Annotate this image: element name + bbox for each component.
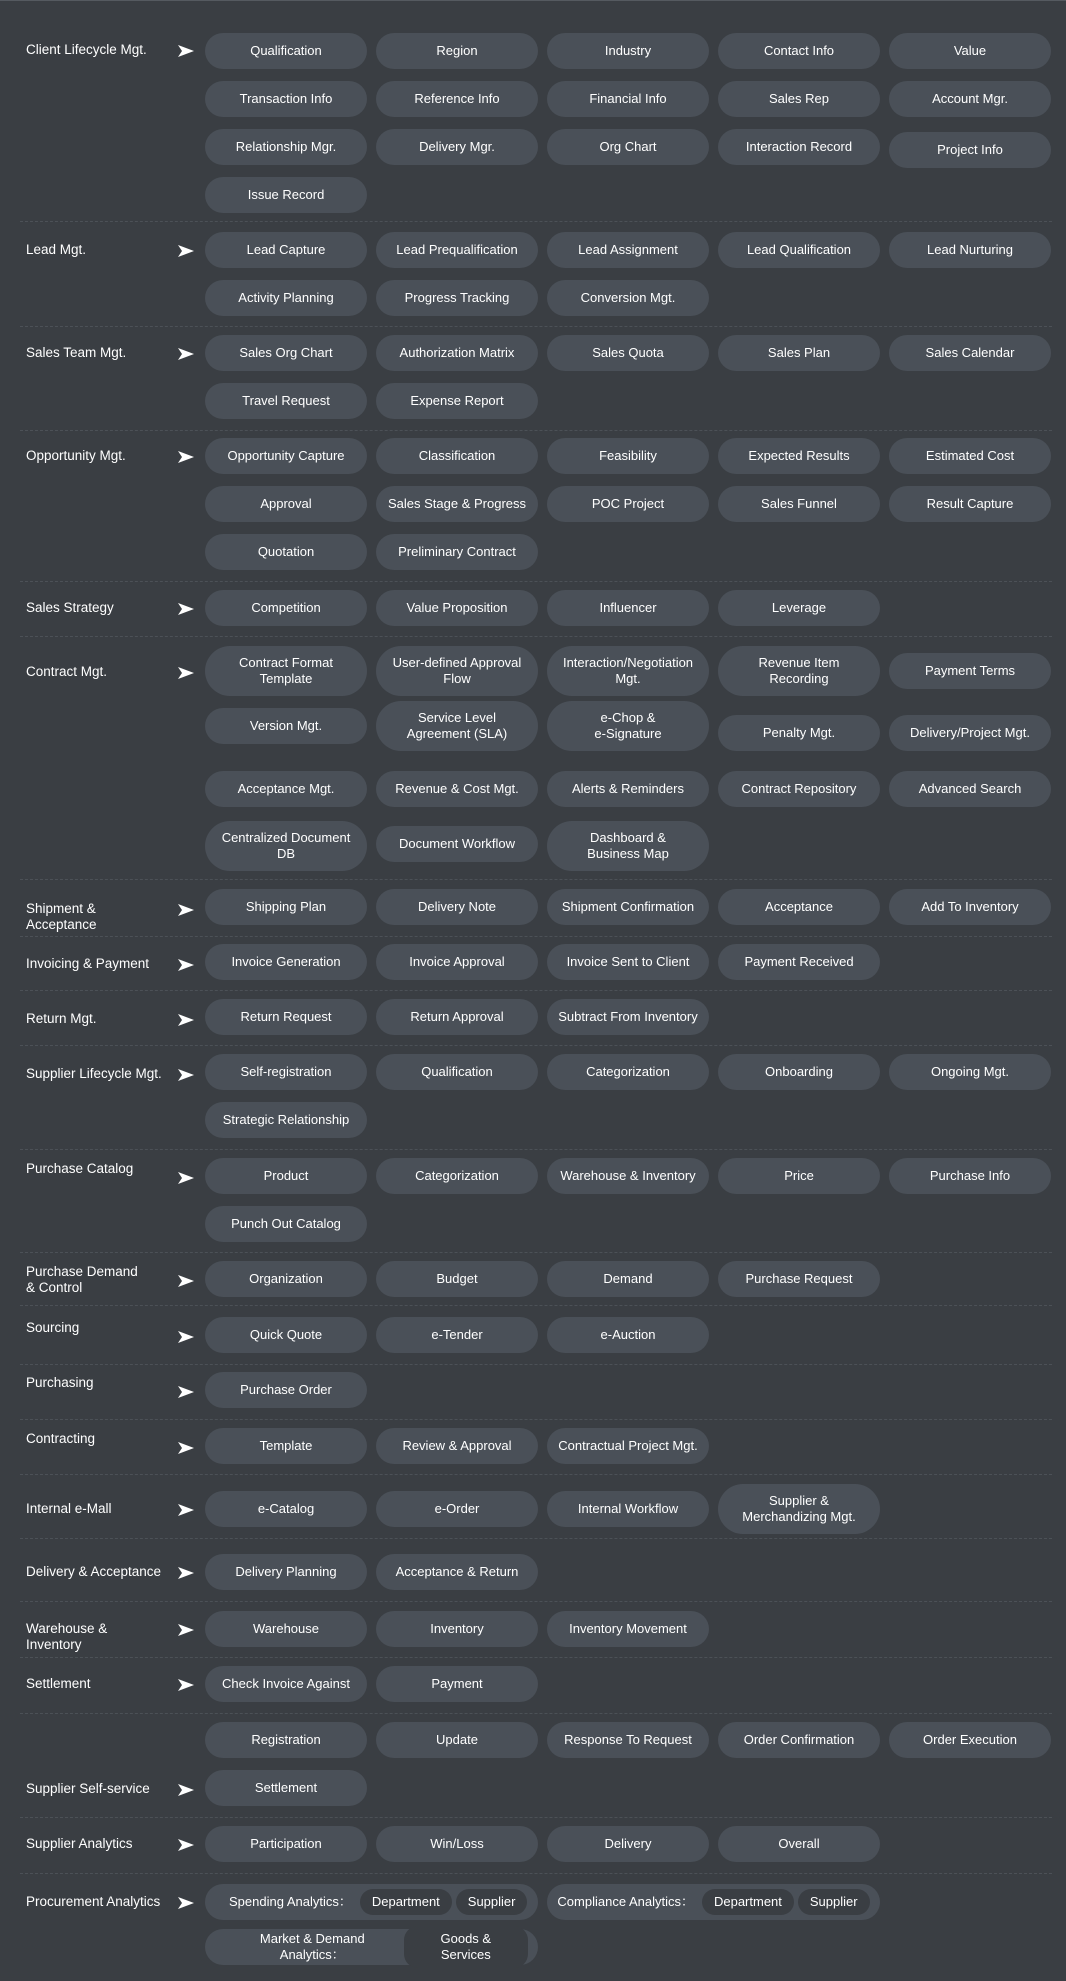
module-button-invoice-sent-to-client[interactable]: Invoice Sent to Client	[547, 944, 709, 980]
section-label-sales-strategy: Sales Strategy	[26, 600, 114, 615]
section-label-purchase-demand-control: Purchase Demand & Control	[26, 1264, 138, 1295]
section-label-contracting: Contracting	[26, 1431, 96, 1446]
module-button-participation[interactable]: Participation	[205, 1826, 367, 1862]
module-button-sales-funnel[interactable]: Sales Funnel	[718, 486, 880, 522]
module-button-lead-assignment[interactable]: Lead Assignment	[547, 232, 709, 268]
section-label-internal-e-mall: Internal e-Mall	[26, 1501, 112, 1516]
section-divider	[20, 1873, 1052, 1874]
module-button-purchase-info[interactable]: Purchase Info	[889, 1158, 1051, 1194]
module-button-user-defined-approval-flow[interactable]: User-defined Approval Flow	[376, 646, 538, 696]
module-button-lead-prequalification[interactable]: Lead Prequalification	[376, 232, 538, 268]
section-label-shipment-acceptance: Shipment & Acceptance	[26, 901, 97, 932]
module-button-preliminary-contract[interactable]: Preliminary Contract	[376, 534, 538, 570]
section-label-client-lifecycle-mgt: Client Lifecycle Mgt.	[26, 42, 147, 57]
module-button-contract-format-template[interactable]: Contract Format Template	[205, 646, 367, 696]
module-button-interaction-negotiation-mgt[interactable]: Interaction/Negotiation Mgt.	[547, 646, 709, 696]
section-label-settlement: Settlement	[26, 1676, 91, 1691]
section-label-sourcing: Sourcing	[26, 1320, 80, 1335]
arrow-right-icon	[178, 347, 194, 359]
module-button-e-catalog[interactable]: e-Catalog	[205, 1491, 367, 1527]
analytics-sub-button-goods-services[interactable]: Goods & Services	[404, 1926, 528, 1968]
module-button-lead-nurturing[interactable]: Lead Nurturing	[889, 232, 1051, 268]
section-label-supplier-analytics: Supplier Analytics	[26, 1836, 133, 1851]
arrow-right-icon	[178, 1503, 194, 1515]
section-divider	[20, 1305, 1052, 1306]
module-button-invoice-generation[interactable]: Invoice Generation	[205, 944, 367, 980]
section-label-contract-mgt: Contract Mgt.	[26, 664, 108, 679]
module-button-delivery-project-mgt[interactable]: Delivery/Project Mgt.	[889, 715, 1051, 751]
module-button-inventory[interactable]: Inventory	[376, 1611, 538, 1647]
module-button-expected-results[interactable]: Expected Results	[718, 438, 880, 474]
module-button-punch-out-catalog[interactable]: Punch Out Catalog	[205, 1206, 367, 1242]
module-button-response-to-request[interactable]: Response To Request	[547, 1722, 709, 1758]
analytics-group-label: Market & Demand Analytics：	[259, 1931, 365, 1962]
arrow-right-icon	[178, 1171, 194, 1183]
section-divider	[20, 1419, 1052, 1420]
module-button-progress-tracking[interactable]: Progress Tracking	[376, 280, 538, 316]
module-button-advanced-search[interactable]: Advanced Search	[889, 771, 1051, 807]
module-button-onboarding[interactable]: Onboarding	[718, 1054, 880, 1090]
module-button-revenue-item-recording[interactable]: Revenue Item Recording	[718, 646, 880, 696]
module-button-acceptance-return[interactable]: Acceptance & Return	[376, 1554, 538, 1590]
section-divider	[20, 430, 1052, 431]
arrow-right-icon	[178, 1623, 194, 1635]
arrow-right-icon	[178, 1274, 194, 1286]
module-button-delivery-note[interactable]: Delivery Note	[376, 889, 538, 925]
module-button-supplier-merchandizing-mgt[interactable]: Supplier & Merchandizing Mgt.	[718, 1484, 880, 1534]
module-button-organization[interactable]: Organization	[205, 1261, 367, 1297]
section-divider	[20, 636, 1052, 637]
module-button-contact-info[interactable]: Contact Info	[718, 33, 880, 69]
module-button-categorization[interactable]: Categorization	[547, 1054, 709, 1090]
arrow-right-icon	[178, 1838, 194, 1850]
arrow-right-icon	[178, 903, 194, 915]
module-button-qualification[interactable]: Qualification	[205, 33, 367, 69]
module-button-delivery[interactable]: Delivery	[547, 1826, 709, 1862]
module-button-industry[interactable]: Industry	[547, 33, 709, 69]
module-button-review-approval[interactable]: Review & Approval	[376, 1428, 538, 1464]
section-label-supplier-lifecycle-mgt: Supplier Lifecycle Mgt.	[26, 1066, 162, 1081]
module-button-e-order[interactable]: e-Order	[376, 1491, 538, 1527]
section-divider	[20, 990, 1052, 991]
module-button-sales-stage-progress[interactable]: Sales Stage & Progress	[376, 486, 538, 522]
module-button-overall[interactable]: Overall	[718, 1826, 880, 1862]
arrow-right-icon	[178, 450, 194, 462]
section-divider	[20, 879, 1052, 880]
module-button-version-mgt[interactable]: Version Mgt.	[205, 708, 367, 744]
section-divider	[20, 1252, 1052, 1253]
module-button-lead-capture[interactable]: Lead Capture	[205, 232, 367, 268]
module-button-purchase-request[interactable]: Purchase Request	[718, 1261, 880, 1297]
module-button-sales-org-chart[interactable]: Sales Org Chart	[205, 335, 367, 371]
module-button-payment-received[interactable]: Payment Received	[718, 944, 880, 980]
module-button-shipping-plan[interactable]: Shipping Plan	[205, 889, 367, 925]
section-divider	[20, 1149, 1052, 1150]
module-button-reference-info[interactable]: Reference Info	[376, 81, 538, 117]
section-label-sales-team-mgt: Sales Team Mgt.	[26, 345, 127, 360]
arrow-right-icon	[178, 1441, 194, 1453]
module-button-order-execution[interactable]: Order Execution	[889, 1722, 1051, 1758]
module-button-payment-terms[interactable]: Payment Terms	[889, 653, 1051, 689]
module-button-document-workflow[interactable]: Document Workflow	[376, 826, 538, 862]
module-button-acceptance[interactable]: Acceptance	[718, 889, 880, 925]
module-button-e-tender[interactable]: e-Tender	[376, 1317, 538, 1353]
module-button-penalty-mgt[interactable]: Penalty Mgt.	[718, 715, 880, 751]
module-button-shipment-confirmation[interactable]: Shipment Confirmation	[547, 889, 709, 925]
module-button-approval[interactable]: Approval	[205, 486, 367, 522]
analytics-group-label: Compliance Analytics：	[557, 1894, 694, 1909]
module-button-result-capture[interactable]: Result Capture	[889, 486, 1051, 522]
arrow-right-icon	[178, 44, 194, 56]
module-button-competition[interactable]: Competition	[205, 590, 367, 626]
section-label-supplier-self-service: Supplier Self-service	[26, 1781, 150, 1796]
module-button-warehouse-inventory[interactable]: Warehouse & Inventory	[547, 1158, 709, 1194]
section-divider	[20, 1045, 1052, 1046]
module-button-payment[interactable]: Payment	[376, 1666, 538, 1702]
module-button-contract-repository[interactable]: Contract Repository	[718, 771, 880, 807]
module-button-self-registration[interactable]: Self-registration	[205, 1054, 367, 1090]
module-button-acceptance-mgt[interactable]: Acceptance Mgt.	[205, 771, 367, 807]
module-button-inventory-movement[interactable]: Inventory Movement	[547, 1611, 709, 1647]
module-button-region[interactable]: Region	[376, 33, 538, 69]
section-label-return-mgt: Return Mgt.	[26, 1011, 97, 1026]
module-button-estimated-cost[interactable]: Estimated Cost	[889, 438, 1051, 474]
arrow-right-icon	[178, 1678, 194, 1690]
section-divider	[20, 1713, 1052, 1714]
arrow-right-icon	[178, 1896, 194, 1908]
analytics-group-label: Spending Analytics：	[229, 1894, 352, 1909]
module-button-qualification[interactable]: Qualification	[376, 1054, 538, 1090]
section-label-delivery-acceptance: Delivery & Acceptance	[26, 1564, 162, 1579]
arrow-right-icon	[178, 1068, 194, 1080]
module-button-add-to-inventory[interactable]: Add To Inventory	[889, 889, 1051, 925]
module-button-interaction-record[interactable]: Interaction Record	[718, 129, 880, 165]
module-button-conversion-mgt[interactable]: Conversion Mgt.	[547, 280, 709, 316]
module-button-registration[interactable]: Registration	[205, 1722, 367, 1758]
module-button-value-proposition[interactable]: Value Proposition	[376, 590, 538, 626]
module-button-template[interactable]: Template	[205, 1428, 367, 1464]
module-button-return-request[interactable]: Return Request	[205, 999, 367, 1035]
module-button-revenue-cost-mgt[interactable]: Revenue & Cost Mgt.	[376, 771, 538, 807]
module-button-influencer[interactable]: Influencer	[547, 590, 709, 626]
module-button-demand[interactable]: Demand	[547, 1261, 709, 1297]
module-button-centralized-document-db[interactable]: Centralized Document DB	[205, 821, 367, 871]
analytics-group-spending-analytics[interactable]	[205, 1884, 538, 1920]
analytics-sub-button-supplier[interactable]: Supplier	[798, 1889, 870, 1915]
module-button-travel-request[interactable]: Travel Request	[205, 383, 367, 419]
section-label-opportunity-mgt: Opportunity Mgt.	[26, 448, 126, 463]
module-button-delivery-planning[interactable]: Delivery Planning	[205, 1554, 367, 1590]
module-button-strategic-relationship[interactable]: Strategic Relationship	[205, 1102, 367, 1138]
module-button-account-mgr[interactable]: Account Mgr.	[889, 81, 1051, 117]
section-divider	[20, 1817, 1052, 1818]
arrow-right-icon	[178, 1783, 194, 1795]
module-button-warehouse[interactable]: Warehouse	[205, 1611, 367, 1647]
module-button-price[interactable]: Price	[718, 1158, 880, 1194]
module-button-activity-planning[interactable]: Activity Planning	[205, 280, 367, 316]
section-divider	[20, 221, 1052, 222]
module-button-lead-qualification[interactable]: Lead Qualification	[718, 232, 880, 268]
arrow-right-icon	[178, 1385, 194, 1397]
section-divider	[20, 1364, 1052, 1365]
module-button-alerts-reminders[interactable]: Alerts & Reminders	[547, 771, 709, 807]
arrow-right-icon	[178, 958, 194, 970]
analytics-sub-button-supplier[interactable]: Supplier	[456, 1889, 528, 1915]
module-button-financial-info[interactable]: Financial Info	[547, 81, 709, 117]
module-button-issue-record[interactable]: Issue Record	[205, 177, 367, 213]
section-label-purchase-catalog: Purchase Catalog	[26, 1161, 134, 1176]
arrow-right-icon	[178, 244, 194, 256]
module-button-relationship-mgr[interactable]: Relationship Mgr.	[205, 129, 367, 165]
module-button-purchase-order[interactable]: Purchase Order	[205, 1372, 367, 1408]
analytics-group-compliance-analytics[interactable]	[547, 1884, 880, 1920]
module-button-budget[interactable]: Budget	[376, 1261, 538, 1297]
module-button-internal-workflow[interactable]: Internal Workflow	[547, 1491, 709, 1527]
section-divider	[20, 1538, 1052, 1539]
arrow-right-icon	[178, 666, 194, 678]
section-divider	[20, 1657, 1052, 1658]
module-button-sales-quota[interactable]: Sales Quota	[547, 335, 709, 371]
module-button-authorization-matrix[interactable]: Authorization Matrix	[376, 335, 538, 371]
module-button-feasibility[interactable]: Feasibility	[547, 438, 709, 474]
module-button-dashboard-business-map[interactable]: Dashboard & Business Map	[547, 821, 709, 871]
module-button-sales-rep[interactable]: Sales Rep	[718, 81, 880, 117]
analytics-sub-button-department[interactable]: Department	[702, 1889, 794, 1915]
arrow-right-icon	[178, 1330, 194, 1342]
module-button-leverage[interactable]: Leverage	[718, 590, 880, 626]
analytics-sub-button-department[interactable]: Department	[360, 1889, 452, 1915]
analytics-group-market-demand-analytics[interactable]	[205, 1929, 538, 1965]
module-button-opportunity-capture[interactable]: Opportunity Capture	[205, 438, 367, 474]
module-button-org-chart[interactable]: Org Chart	[547, 129, 709, 165]
module-button-subtract-from-inventory[interactable]: Subtract From Inventory	[547, 999, 709, 1035]
module-button-sales-plan[interactable]: Sales Plan	[718, 335, 880, 371]
module-button-update[interactable]: Update	[376, 1722, 538, 1758]
section-label-procurement-analytics: Procurement Analytics	[26, 1894, 161, 1909]
arrow-right-icon	[178, 1566, 194, 1578]
module-button-delivery-mgr[interactable]: Delivery Mgr.	[376, 129, 538, 165]
section-divider	[20, 581, 1052, 582]
module-button-quotation[interactable]: Quotation	[205, 534, 367, 570]
module-button-value[interactable]: Value	[889, 33, 1051, 69]
module-button-project-info[interactable]: Project Info	[889, 132, 1051, 168]
arrow-right-icon	[178, 1013, 194, 1025]
module-button-ongoing-mgt[interactable]: Ongoing Mgt.	[889, 1054, 1051, 1090]
module-button-contractual-project-mgt[interactable]: Contractual Project Mgt.	[547, 1428, 709, 1464]
module-button-classification[interactable]: Classification	[376, 438, 538, 474]
module-button-product[interactable]: Product	[205, 1158, 367, 1194]
section-label-purchasing: Purchasing	[26, 1375, 94, 1390]
module-button-expense-report[interactable]: Expense Report	[376, 383, 538, 419]
module-button-settlement[interactable]: Settlement	[205, 1770, 367, 1806]
module-button-sales-calendar[interactable]: Sales Calendar	[889, 335, 1051, 371]
module-button-order-confirmation[interactable]: Order Confirmation	[718, 1722, 880, 1758]
module-button-categorization[interactable]: Categorization	[376, 1158, 538, 1194]
section-divider	[20, 936, 1052, 937]
arrow-right-icon	[178, 602, 194, 614]
module-button-check-invoice-against[interactable]: Check Invoice Against	[205, 1666, 367, 1702]
section-label-lead-mgt: Lead Mgt.	[26, 242, 87, 257]
section-divider	[20, 326, 1052, 327]
section-divider	[20, 1474, 1052, 1475]
module-button-win-loss[interactable]: Win/Loss	[376, 1826, 538, 1862]
module-button-return-approval[interactable]: Return Approval	[376, 999, 538, 1035]
section-label-warehouse-inventory: Warehouse & Inventory	[26, 1621, 108, 1652]
module-button-e-auction[interactable]: e-Auction	[547, 1317, 709, 1353]
section-divider	[20, 1601, 1052, 1602]
module-button-quick-quote[interactable]: Quick Quote	[205, 1317, 367, 1353]
module-button-poc-project[interactable]: POC Project	[547, 486, 709, 522]
module-button-transaction-info[interactable]: Transaction Info	[205, 81, 367, 117]
section-label-invoicing-payment: Invoicing & Payment	[26, 956, 150, 971]
module-button-service-level-agreement-sla[interactable]: Service Level Agreement (SLA)	[376, 701, 538, 751]
module-button-invoice-approval[interactable]: Invoice Approval	[376, 944, 538, 980]
module-button-e-chop-e-signature[interactable]: e-Chop & e-Signature	[547, 701, 709, 751]
